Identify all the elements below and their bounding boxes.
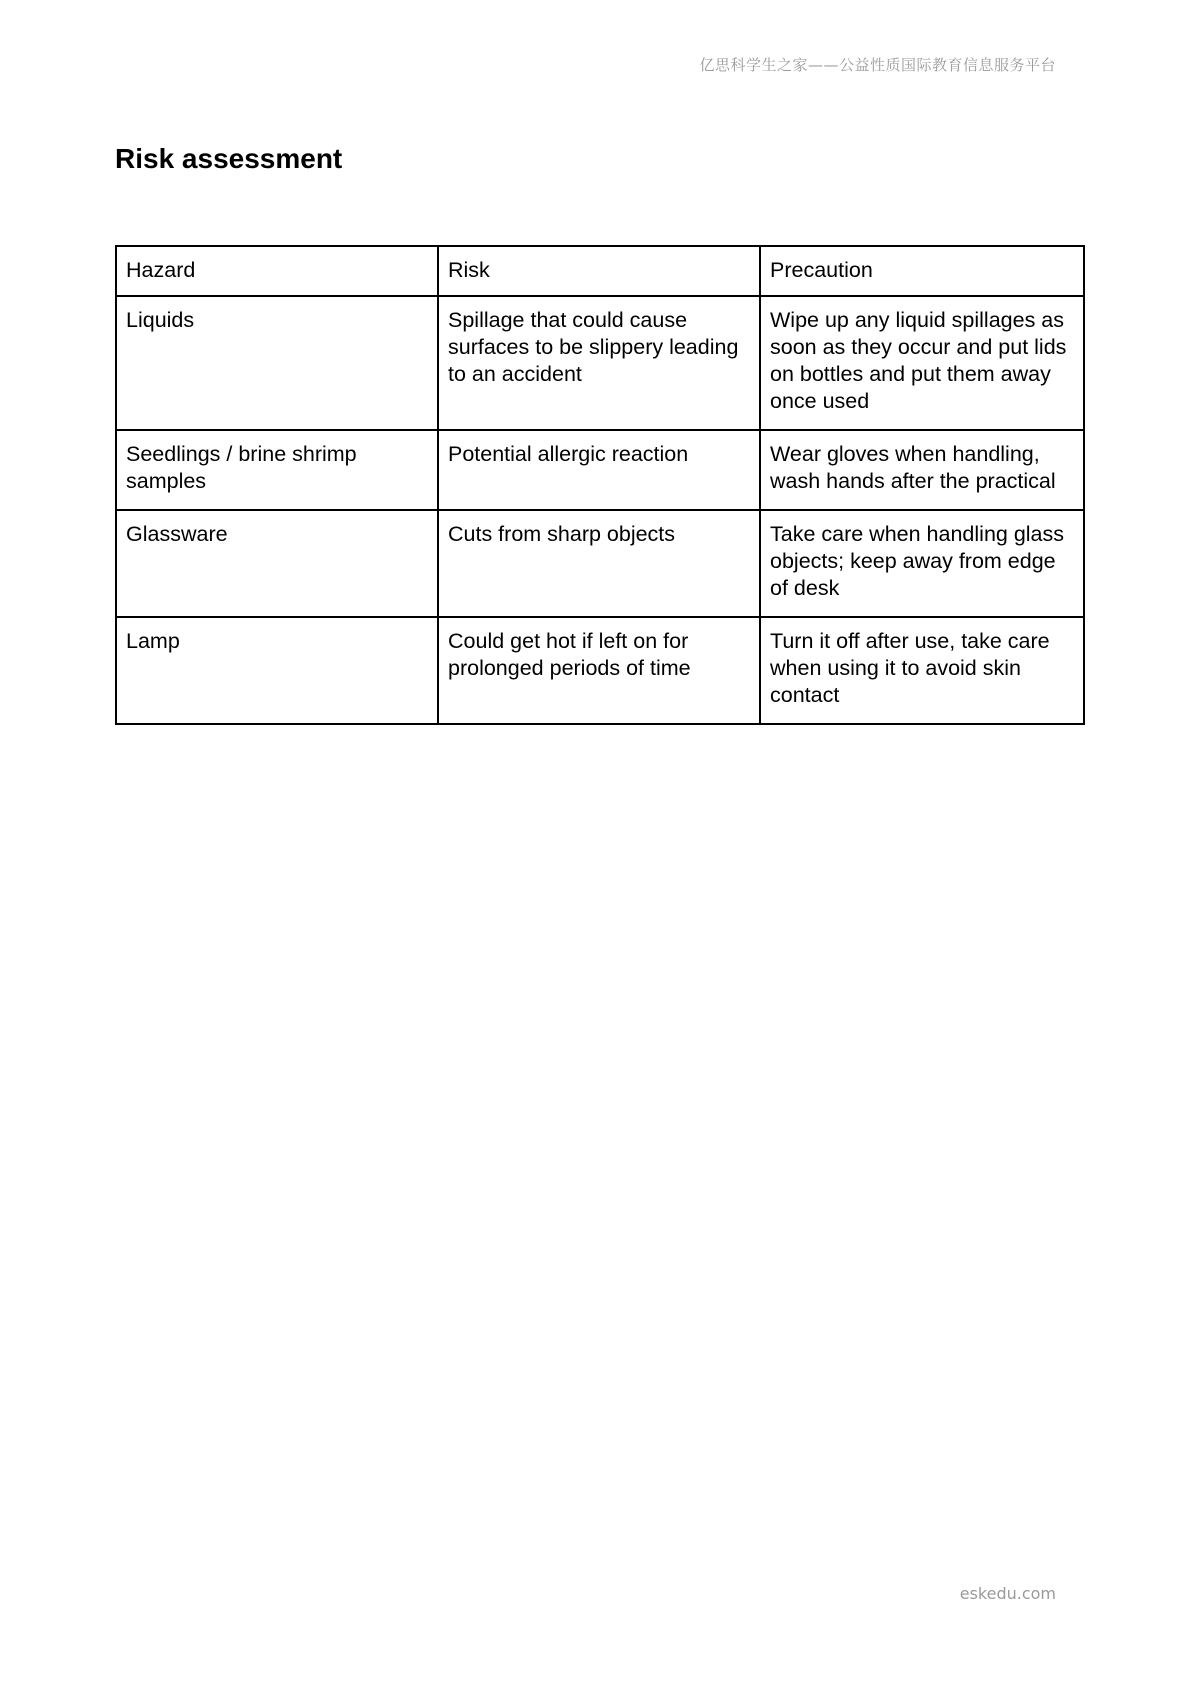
precaution-cell: Turn it off after use, take care when using it to avoid skin contact (760, 617, 1084, 724)
header-cell-hazard: Hazard (116, 246, 438, 296)
table-row (116, 430, 1084, 510)
precaution-cell: Take care when handling glass objects; keep away from edge of desk (760, 510, 1084, 617)
hazard-cell: Lamp (116, 617, 438, 724)
risk-cell: Cuts from sharp objects (438, 510, 760, 617)
header-cell-precaution: Precaution (760, 246, 1084, 296)
hazard-cell: Liquids (116, 296, 438, 430)
table-row (116, 617, 1084, 724)
risk-cell: Potential allergic reaction (438, 430, 760, 510)
hazard-cell: Glassware (116, 510, 438, 617)
precaution-cell: Wipe up any liquid spillages as soon as they occur and put lids on bottles and put them away once used (760, 296, 1084, 430)
risk-cell: Spillage that could cause surfaces to be slippery leading to an accident (438, 296, 760, 430)
table-header-row (116, 246, 1084, 296)
table-row (116, 510, 1084, 617)
hazard-cell: Seedlings / brine shrimp samples (116, 430, 438, 510)
page-footer-text: eskedu.com (959, 1584, 1056, 1603)
table-row (116, 296, 1084, 430)
risk-cell: Could get hot if left on for prolonged periods of time (438, 617, 760, 724)
precaution-cell: Wear gloves when handling, wash hands after the practical (760, 430, 1084, 510)
page-header-text: 亿思科学生之家——公益性质国际教育信息服务平台 (699, 56, 1056, 74)
header-cell-risk: Risk (438, 246, 760, 296)
risk-assessment-table (115, 245, 1085, 725)
page-title: Risk assessment (115, 143, 343, 174)
